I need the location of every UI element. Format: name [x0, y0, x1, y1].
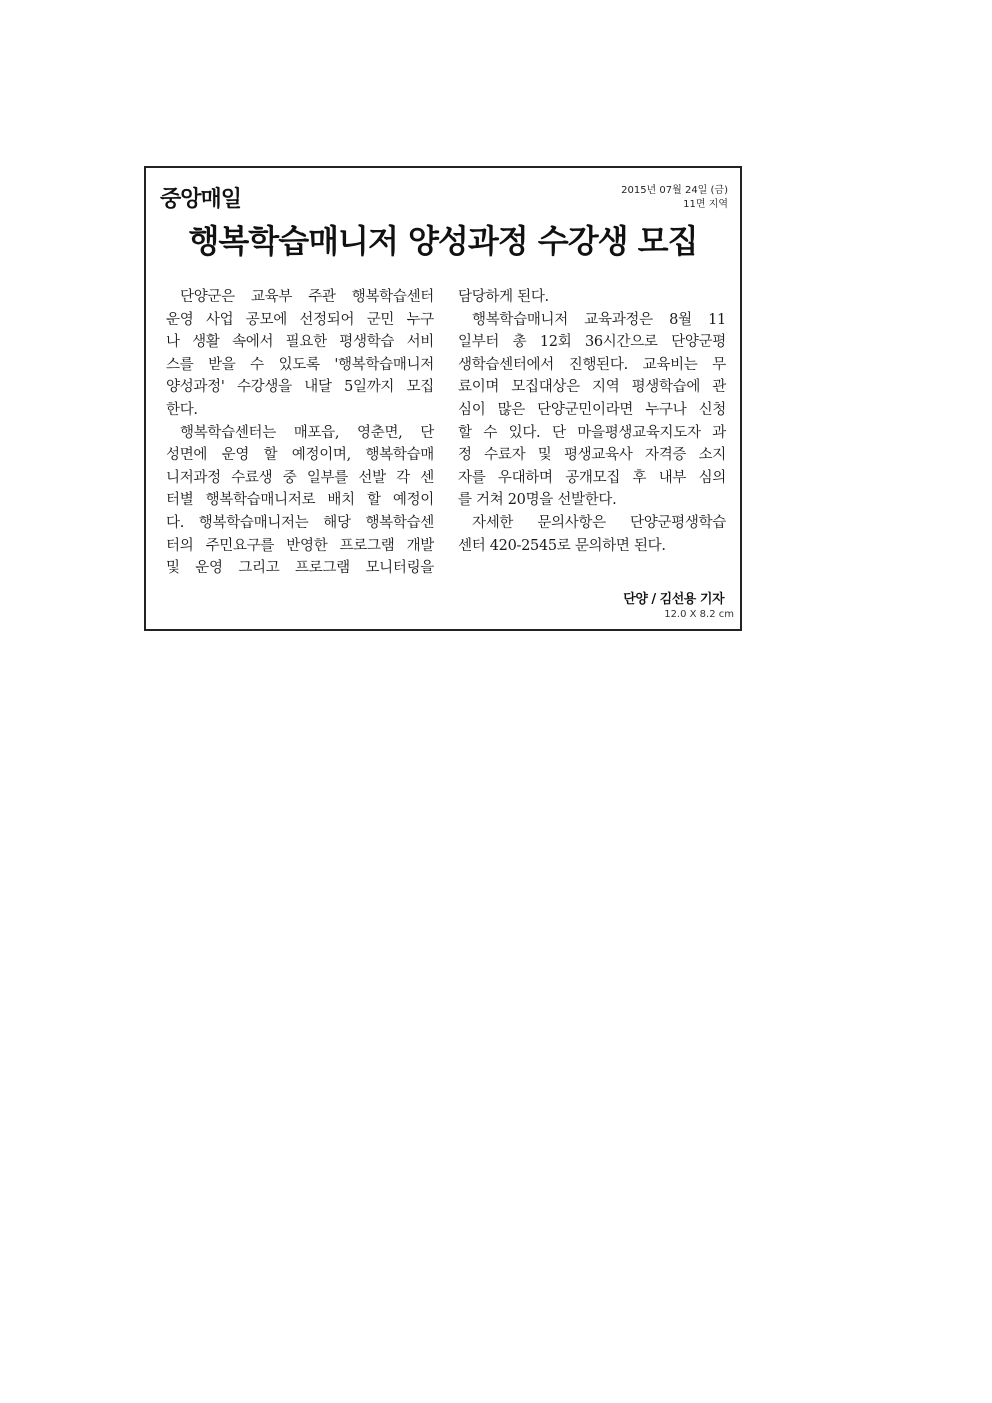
article-text-line: 센터 420-2545로 문의하면 된다.: [458, 537, 666, 554]
article-byline: 단양 / 김선용 기자: [623, 592, 724, 607]
newspaper-clipping: [144, 166, 742, 631]
article-column-left: [166, 286, 434, 580]
article-text-line: 단양군은 교육부 주관 행복학습센터: [180, 289, 434, 305]
article-text-line: 일부터 총 12회 36시간으로 단양군평: [458, 334, 726, 351]
article-text-line: 료이며 모집대상은 지역 평생학습에 관: [458, 379, 726, 396]
article-text-line: 행복학습매니저 교육과정은 8월 11: [472, 311, 726, 328]
publication-meta: [621, 184, 728, 212]
article-text-line: 및 운영 그리고 프로그램 모니터링을: [166, 560, 434, 577]
article-text-line: 자세한 문의사항은 단양군평생학습: [472, 514, 726, 531]
article-text-line: 를 거쳐 20명을 선발한다.: [458, 492, 617, 509]
publication-section: 11면 지역: [683, 199, 728, 210]
article-text-line: 담당하게 된다.: [458, 289, 549, 305]
article-text-line: 한다.: [166, 401, 198, 418]
article-text-line: 터별 행복학습매니저로 배치 할 예정이: [166, 492, 434, 509]
article-text-line: 정 수료자 및 평생교육사 자격증 소지: [458, 447, 726, 464]
article-text-line: 다. 행복학습매니저는 해당 행복학습센: [166, 514, 434, 531]
article-text-line: 할 수 있다. 단 마을평생교육지도자 과: [458, 424, 726, 441]
article-text-line: 성면에 운영 할 예정이며, 행복학습매: [166, 447, 434, 464]
article-text-line: 자를 우대하며 공개모집 후 내부 심의: [458, 469, 726, 486]
clipping-size-note: 12.0 X 8.2 cm: [664, 609, 734, 620]
article-text-line: 나 생활 속에서 필요한 평생학습 서비: [166, 334, 434, 351]
article-text-line: 심이 많은 단양군민이라면 누구나 신청: [458, 401, 726, 418]
article-text-line: 양성과정' 수강생을 내달 5일까지 모집: [166, 379, 434, 396]
article-text-line: 운영 사업 공모에 선정되어 군민 누구: [166, 311, 434, 328]
publication-date: 2015년 07월 24일 (금): [621, 185, 728, 196]
article-text-line: 행복학습센터는 매포읍, 영춘면, 단: [180, 424, 434, 441]
article-text-line: 스를 받을 수 있도록 '행복학습매니저: [166, 356, 434, 373]
article-text-line: 터의 주민요구를 반영한 프로그램 개발: [166, 537, 434, 554]
article-text-line: 니저과정 수료생 중 일부를 선발 각 센: [166, 469, 434, 486]
article-column-right: [458, 286, 726, 557]
newspaper-masthead: 중앙매일: [160, 187, 242, 212]
article-text-line: 생학습센터에서 진행된다. 교육비는 무: [458, 356, 726, 373]
article-headline: 행복학습매니저 양성과정 수강생 모집: [188, 222, 698, 260]
